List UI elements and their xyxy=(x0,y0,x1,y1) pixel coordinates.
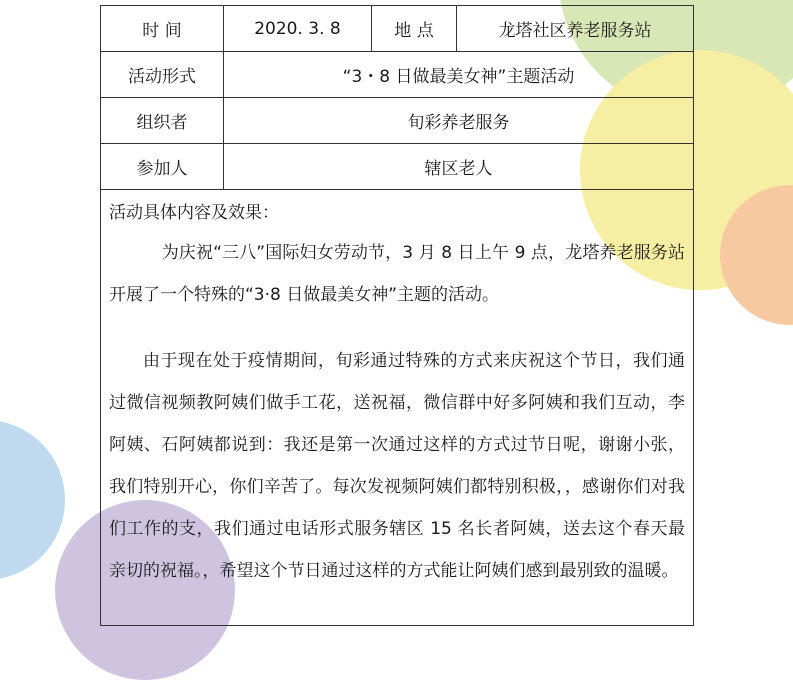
decor-circle-blue xyxy=(0,420,65,580)
place-label: 地 点 xyxy=(372,6,457,52)
activity-form-value: “3・8 日做最美女神”主题活动 xyxy=(224,52,694,98)
content-title: 活动具体内容及效果： xyxy=(109,203,279,223)
place-value: 龙塔社区养老服务站 xyxy=(457,6,694,52)
time-place-row xyxy=(101,6,694,52)
organizer-row xyxy=(101,98,694,144)
participants-value: 辖区老人 xyxy=(224,144,694,190)
time-value: 2020. 3. 8 xyxy=(224,6,372,52)
activity-record-table xyxy=(100,5,694,626)
participants-row xyxy=(101,144,694,190)
organizer-label: 组织者 xyxy=(101,98,224,144)
time-label: 时 间 xyxy=(101,6,224,52)
activity-form-row xyxy=(101,52,694,98)
participants-label: 参加人 xyxy=(101,144,224,190)
organizer-value: 旬彩养老服务 xyxy=(224,98,694,144)
activity-form-label: 活动形式 xyxy=(101,52,224,98)
content-paragraph-2: 由于现在处于疫情期间，旬彩通过特殊的方式来庆祝这个节日，我们通过微信视频教阿姨们做手工花，送祝福，微信群中好多阿姨和我们互动，李阿姨、石阿姨都说到：我还是第一次通过这样的方式过节日呢，谢谢小张，我们特别开心，你们辛苦了。每次发视频阿姨们都特别积极，，感谢你们对我们工作的支，我们通过电话形式服务辖区 15 名长者阿姨，送去这个春天最亲切的祝福。，希望这个节日通过这样的方式能让阿姨们感到最别致的温暖。 xyxy=(109,351,685,581)
content-row xyxy=(101,190,694,626)
content-paragraph-1: 为庆祝“三八”国际妇女劳动节，3 月 8 日上午 9 点，龙塔养老服务站开展了一个特殊的“3·8 日做最美女神”主题的活动。 xyxy=(109,243,685,305)
content-cell xyxy=(101,190,694,626)
